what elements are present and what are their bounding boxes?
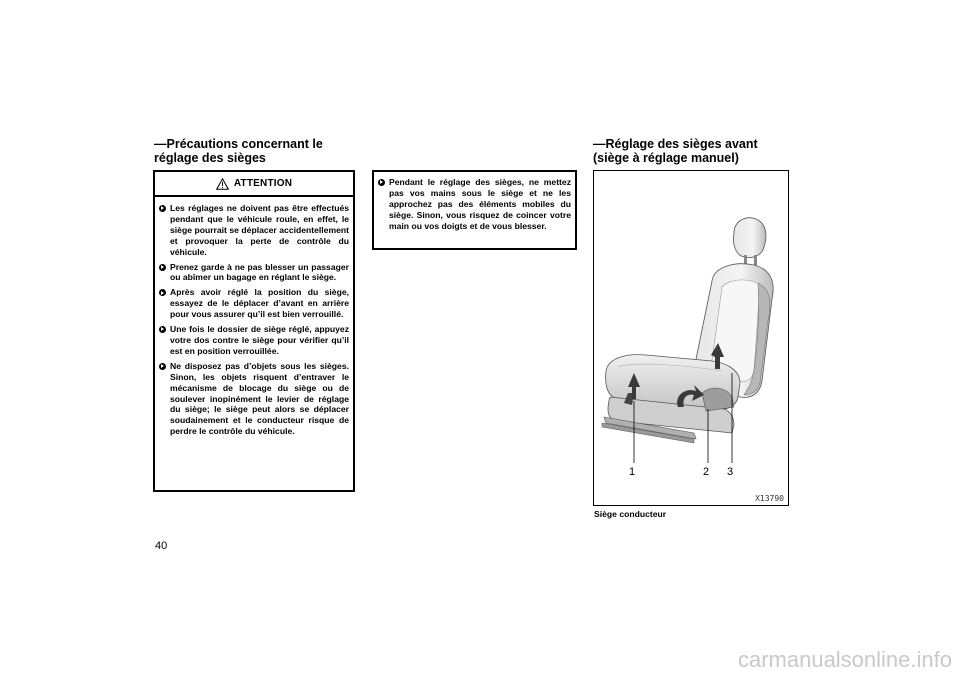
section-heading-precautions <box>154 137 323 165</box>
bullet-arrow-icon <box>159 363 166 370</box>
bullet-arrow-icon <box>159 264 166 271</box>
seat-illustration <box>593 170 789 506</box>
warning-triangle-icon <box>216 178 229 190</box>
watermark-text: carmanualsonline.info <box>737 647 952 672</box>
warning-item: Après avoir réglé la position du siège, essayez de le déplacer d’avant en arrière pour vous assurer qu’il est bien verrouillé. <box>159 287 349 320</box>
bullet-arrow-icon <box>159 205 166 212</box>
warning-box <box>153 170 355 492</box>
section-heading-front-seat-adjustment <box>593 137 758 165</box>
warning-item: Ne disposez pas d’objets sous les sièges. Sinon, les objets risquent d’entraver le mécanisme de blocage du siège ou de soulever inopinément le levier de réglage du siège; le siège peut alors se déplacer soudainement et le conducteur risque de perdre le contrôle du véhicule. <box>159 361 349 437</box>
callout-1: 1 <box>629 466 636 478</box>
warning-list <box>155 197 353 437</box>
figure-code: X13790 <box>755 494 784 503</box>
warning-item: Les réglages ne doivent pas être effectués pendant que le véhicule roule, en effet, le siège pourrait se déplacer accidentellement et provoquer la perte de contrôle du véhicule. <box>159 203 349 258</box>
heading-line: —Réglage des sièges avant <box>593 137 758 151</box>
warning-box-continued <box>372 170 577 250</box>
warning-list-continued <box>374 172 575 232</box>
warning-item: Une fois le dossier de siège réglé, appuyez votre dos contre le siège pour vérifier qu’il est en position verrouillée. <box>159 324 349 357</box>
bullet-arrow-icon <box>159 289 166 296</box>
bullet-arrow-icon <box>159 326 166 333</box>
heading-line: —Précautions concernant le <box>154 137 323 151</box>
heading-line: réglage des sièges <box>154 151 266 165</box>
figure-caption: Siège conducteur <box>594 509 667 519</box>
warning-label: ATTENTION <box>233 178 293 189</box>
callout-3: 3 <box>727 466 734 478</box>
warning-header <box>155 172 353 197</box>
warning-item: Prenez garde à ne pas blesser un passager ou abîmer un bagage en réglant le siège. <box>159 262 349 284</box>
warning-item: Pendant le réglage des sièges, ne mettez pas vos mains sous le siège et ne les approchez pas des éléments mobiles du siège. Sinon, vous risquez de coincer votre main ou vos doigts et de vous blesser. <box>378 177 571 232</box>
driver-seat-drawing <box>594 171 789 506</box>
callout-2: 2 <box>703 466 710 478</box>
bullet-arrow-icon <box>378 179 385 186</box>
page-number: 40 <box>155 540 168 552</box>
heading-line: (siège à réglage manuel) <box>593 151 739 165</box>
